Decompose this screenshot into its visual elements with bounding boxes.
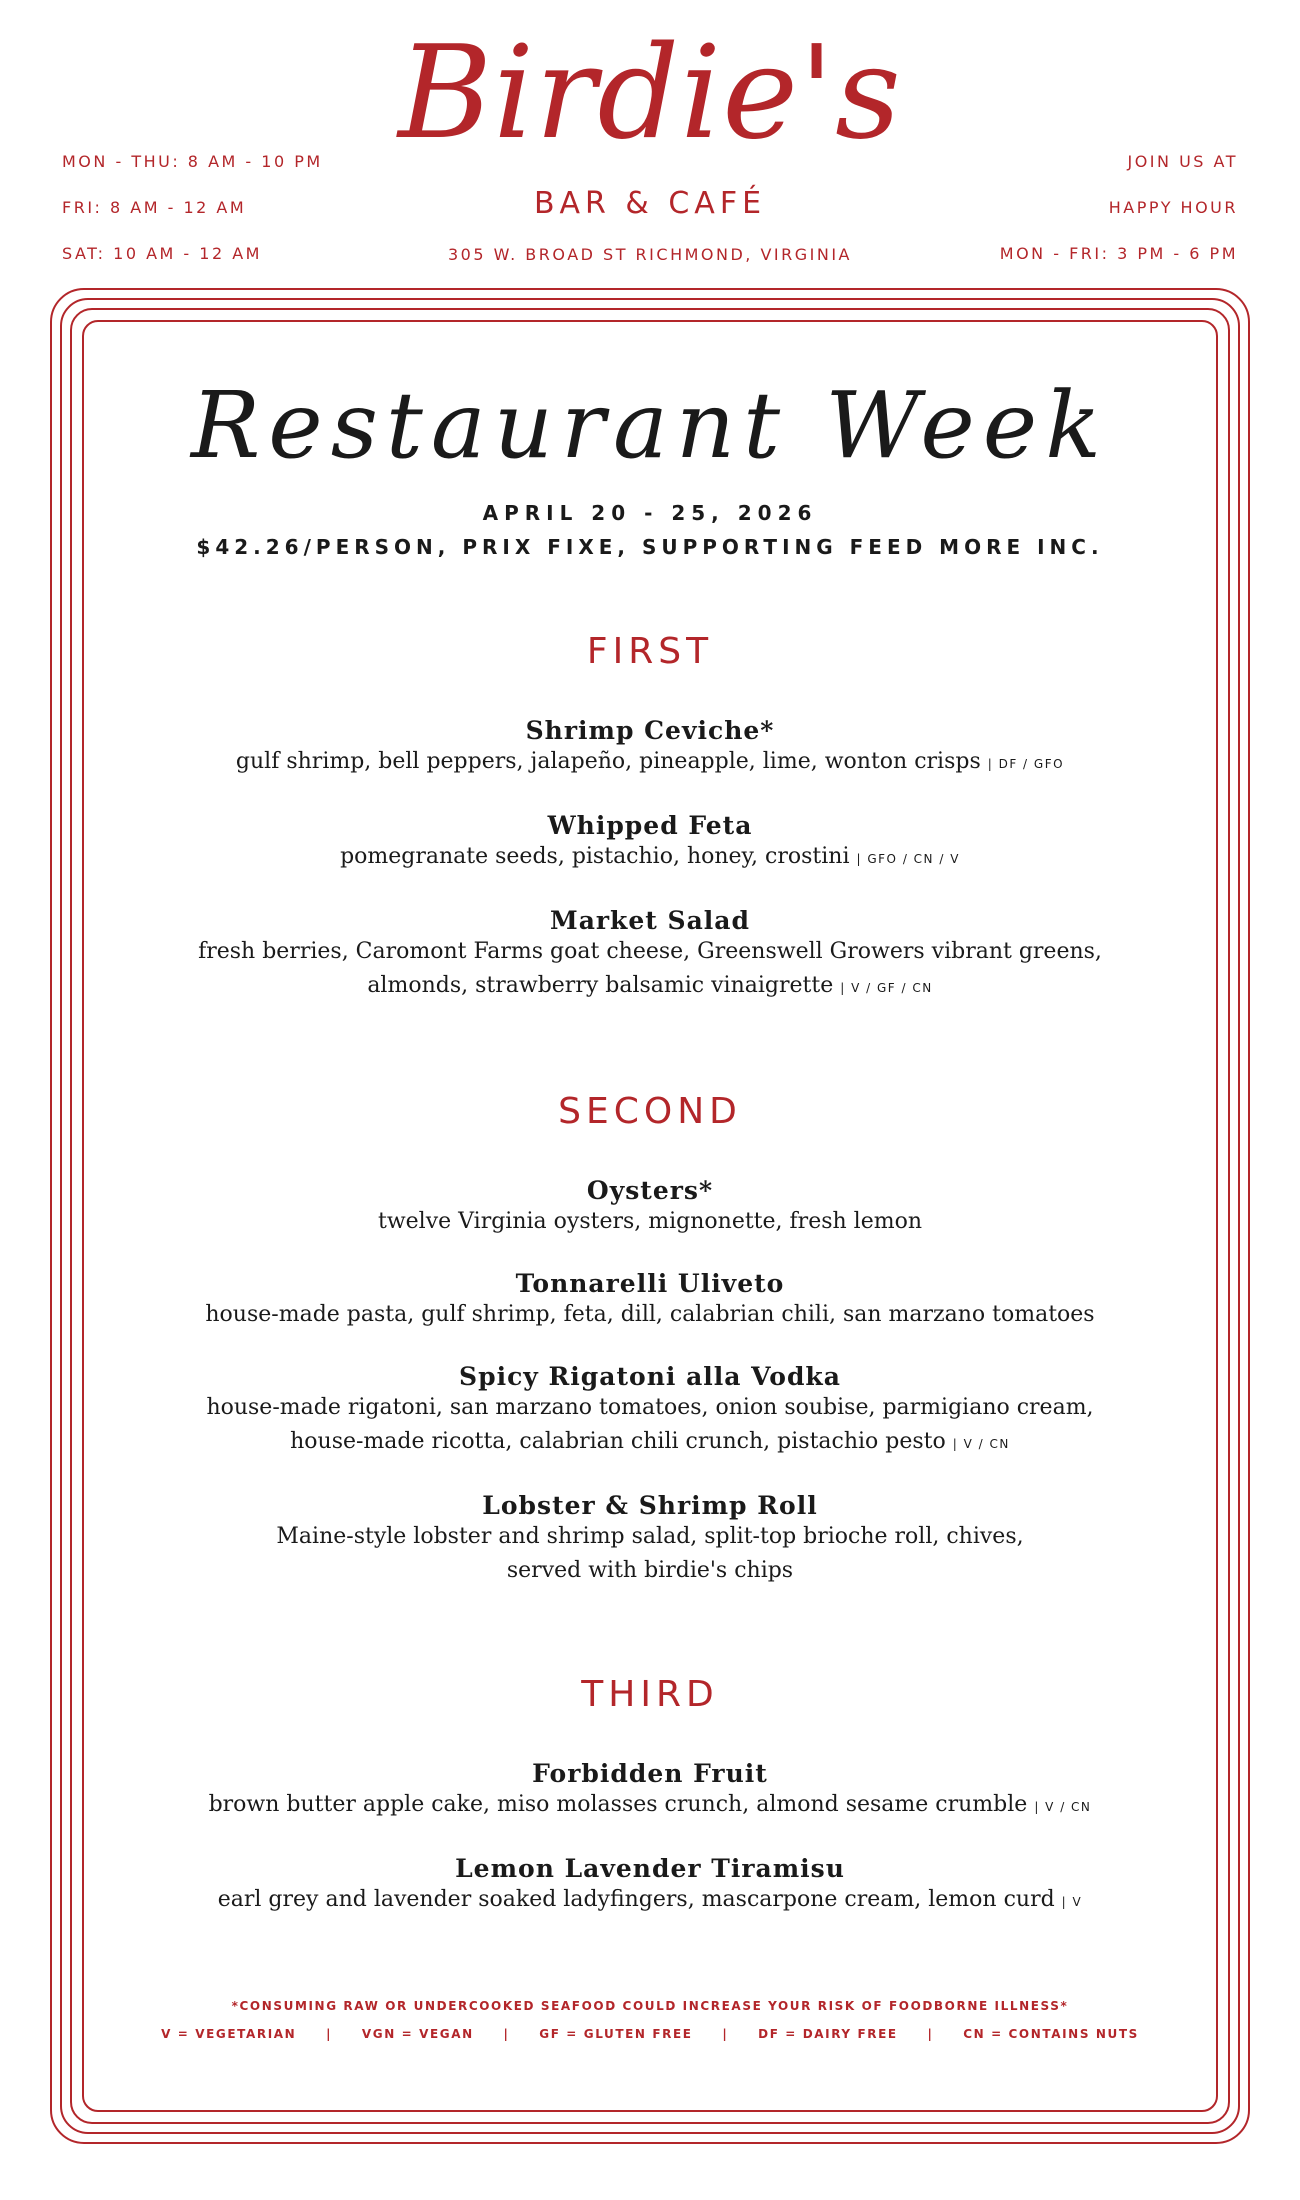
logo-subtitle: BAR & CAFÉ (533, 186, 767, 221)
dish-lemon-lavender-tiramisu (88, 1854, 1212, 1919)
dish-name: Tonnarelli Uliveto (515, 1268, 785, 1298)
dish-desc: twelve Virginia oysters, mignonette, fresh lemon (377, 1208, 922, 1234)
dish-desc: house-made pasta, gulf shrimp, feta, dill, calabrian chili, san marzano tomatoes (205, 1301, 1095, 1327)
happy-hour-label: HAPPY HOUR (1108, 198, 1238, 217)
dish-desc: pomegranate seeds, pistachio, honey, crostini (340, 843, 850, 869)
dish-name: Forbidden Fruit (532, 1758, 768, 1788)
dish-desc-line-1: fresh berries, Caromont Farms goat cheese, Greenswell Growers vibrant greens, (198, 938, 1102, 964)
happy-hour-times: MON - FRI: 3 PM - 6 PM (999, 244, 1238, 263)
section-third-title: THIRD (581, 1673, 719, 1715)
dish-name: Shrimp Ceviche* (525, 715, 775, 745)
legend-separator: | (722, 2026, 729, 2041)
dish-tonnarelli-uliveto (88, 1269, 1212, 1332)
dish-name: Lemon Lavender Tiramisu (455, 1853, 845, 1883)
legend-gluten-free: GF = GLUTEN FREE (539, 2026, 693, 2041)
dish-tags: | GFO / CN / V (856, 851, 960, 866)
legend-contains-nuts: CN = CONTAINS NUTS (963, 2026, 1139, 2041)
dish-market-salad (88, 906, 1212, 1005)
dish-name: Lobster & Shrimp Roll (482, 1490, 818, 1520)
dish-desc: earl grey and lavender soaked ladyfingers, mascarpone cream, lemon curd (217, 1886, 1055, 1912)
dish-desc: gulf shrimp, bell peppers, jalapeño, pineapple, lime, wonton crisps (235, 748, 981, 774)
menu-content (88, 320, 1212, 2041)
dish-shrimp-ceviche (88, 716, 1212, 781)
dish-lobster-shrimp-roll (88, 1491, 1212, 1588)
dish-spicy-rigatoni (88, 1362, 1212, 1461)
dish-tags: | DF / GFO (987, 756, 1065, 771)
legend-separator: | (927, 2026, 934, 2041)
dish-oysters (88, 1176, 1212, 1239)
dish-desc: brown butter apple cake, miso molasses crunch, almond sesame crumble (208, 1791, 1028, 1817)
dish-desc-line-1: house-made rigatoni, san marzano tomatoes, onion soubise, parmigiano cream, (206, 1394, 1094, 1420)
legend-separator: | (503, 2026, 510, 2041)
hours-friday: FRI: 8 AM - 12 AM (62, 198, 247, 217)
event-price: $42.26/PERSON, PRIX FIXE, SUPPORTING FEED MORE INC. (196, 534, 1104, 559)
legend-dairy-free: DF = DAIRY FREE (758, 2026, 898, 2041)
address: 305 W. BROAD ST RICHMOND, VIRGINIA (448, 245, 852, 264)
dish-tags: | V / GF / CN (840, 980, 933, 995)
hours-saturday: SAT: 10 AM - 12 AM (62, 244, 262, 263)
dish-tags: | V / CN (1034, 1799, 1092, 1814)
dish-desc-line-2: served with birdie's chips (506, 1557, 794, 1583)
section-second-title: SECOND (558, 1090, 742, 1132)
dish-desc-line-2: house-made ricotta, calabrian chili crunch, pistachio pesto (290, 1428, 946, 1454)
dish-desc-line-2: almonds, strawberry balsamic vinaigrette (367, 972, 834, 998)
event-title: Restaurant Week (191, 372, 1109, 479)
dish-forbidden-fruit (88, 1759, 1212, 1824)
dish-name: Whipped Feta (547, 810, 753, 840)
dish-whipped-feta (88, 811, 1212, 876)
legend-vegetarian: V = VEGETARIAN (161, 2026, 297, 2041)
dish-tags: | V / CN (952, 1436, 1010, 1451)
dish-name: Spicy Rigatoni alla Vodka (459, 1361, 841, 1391)
event-dates: APRIL 20 - 25, 2026 (482, 500, 818, 525)
dish-desc-line-1: Maine-style lobster and shrimp salad, split-top brioche roll, chives, (276, 1523, 1024, 1549)
dish-tags: | V (1061, 1894, 1083, 1909)
legend-separator: | (326, 2026, 333, 2041)
dish-name: Market Salad (550, 905, 750, 935)
raw-seafood-warning: *CONSUMING RAW OR UNDERCOOKED SEAFOOD COULD INCREASE YOUR RISK OF FOODBORNE ILLNESS* (231, 1998, 1069, 2013)
section-first-title: FIRST (586, 630, 714, 672)
dietary-legend (88, 2027, 1212, 2041)
legend-vegan: VGN = VEGAN (361, 2026, 474, 2041)
dish-name: Oysters* (586, 1175, 714, 1205)
logo: Birdie's (398, 19, 902, 168)
hours-weekday: MON - THU: 8 AM - 10 PM (62, 152, 323, 171)
happy-hour-invite: JOIN US AT (1127, 152, 1238, 171)
